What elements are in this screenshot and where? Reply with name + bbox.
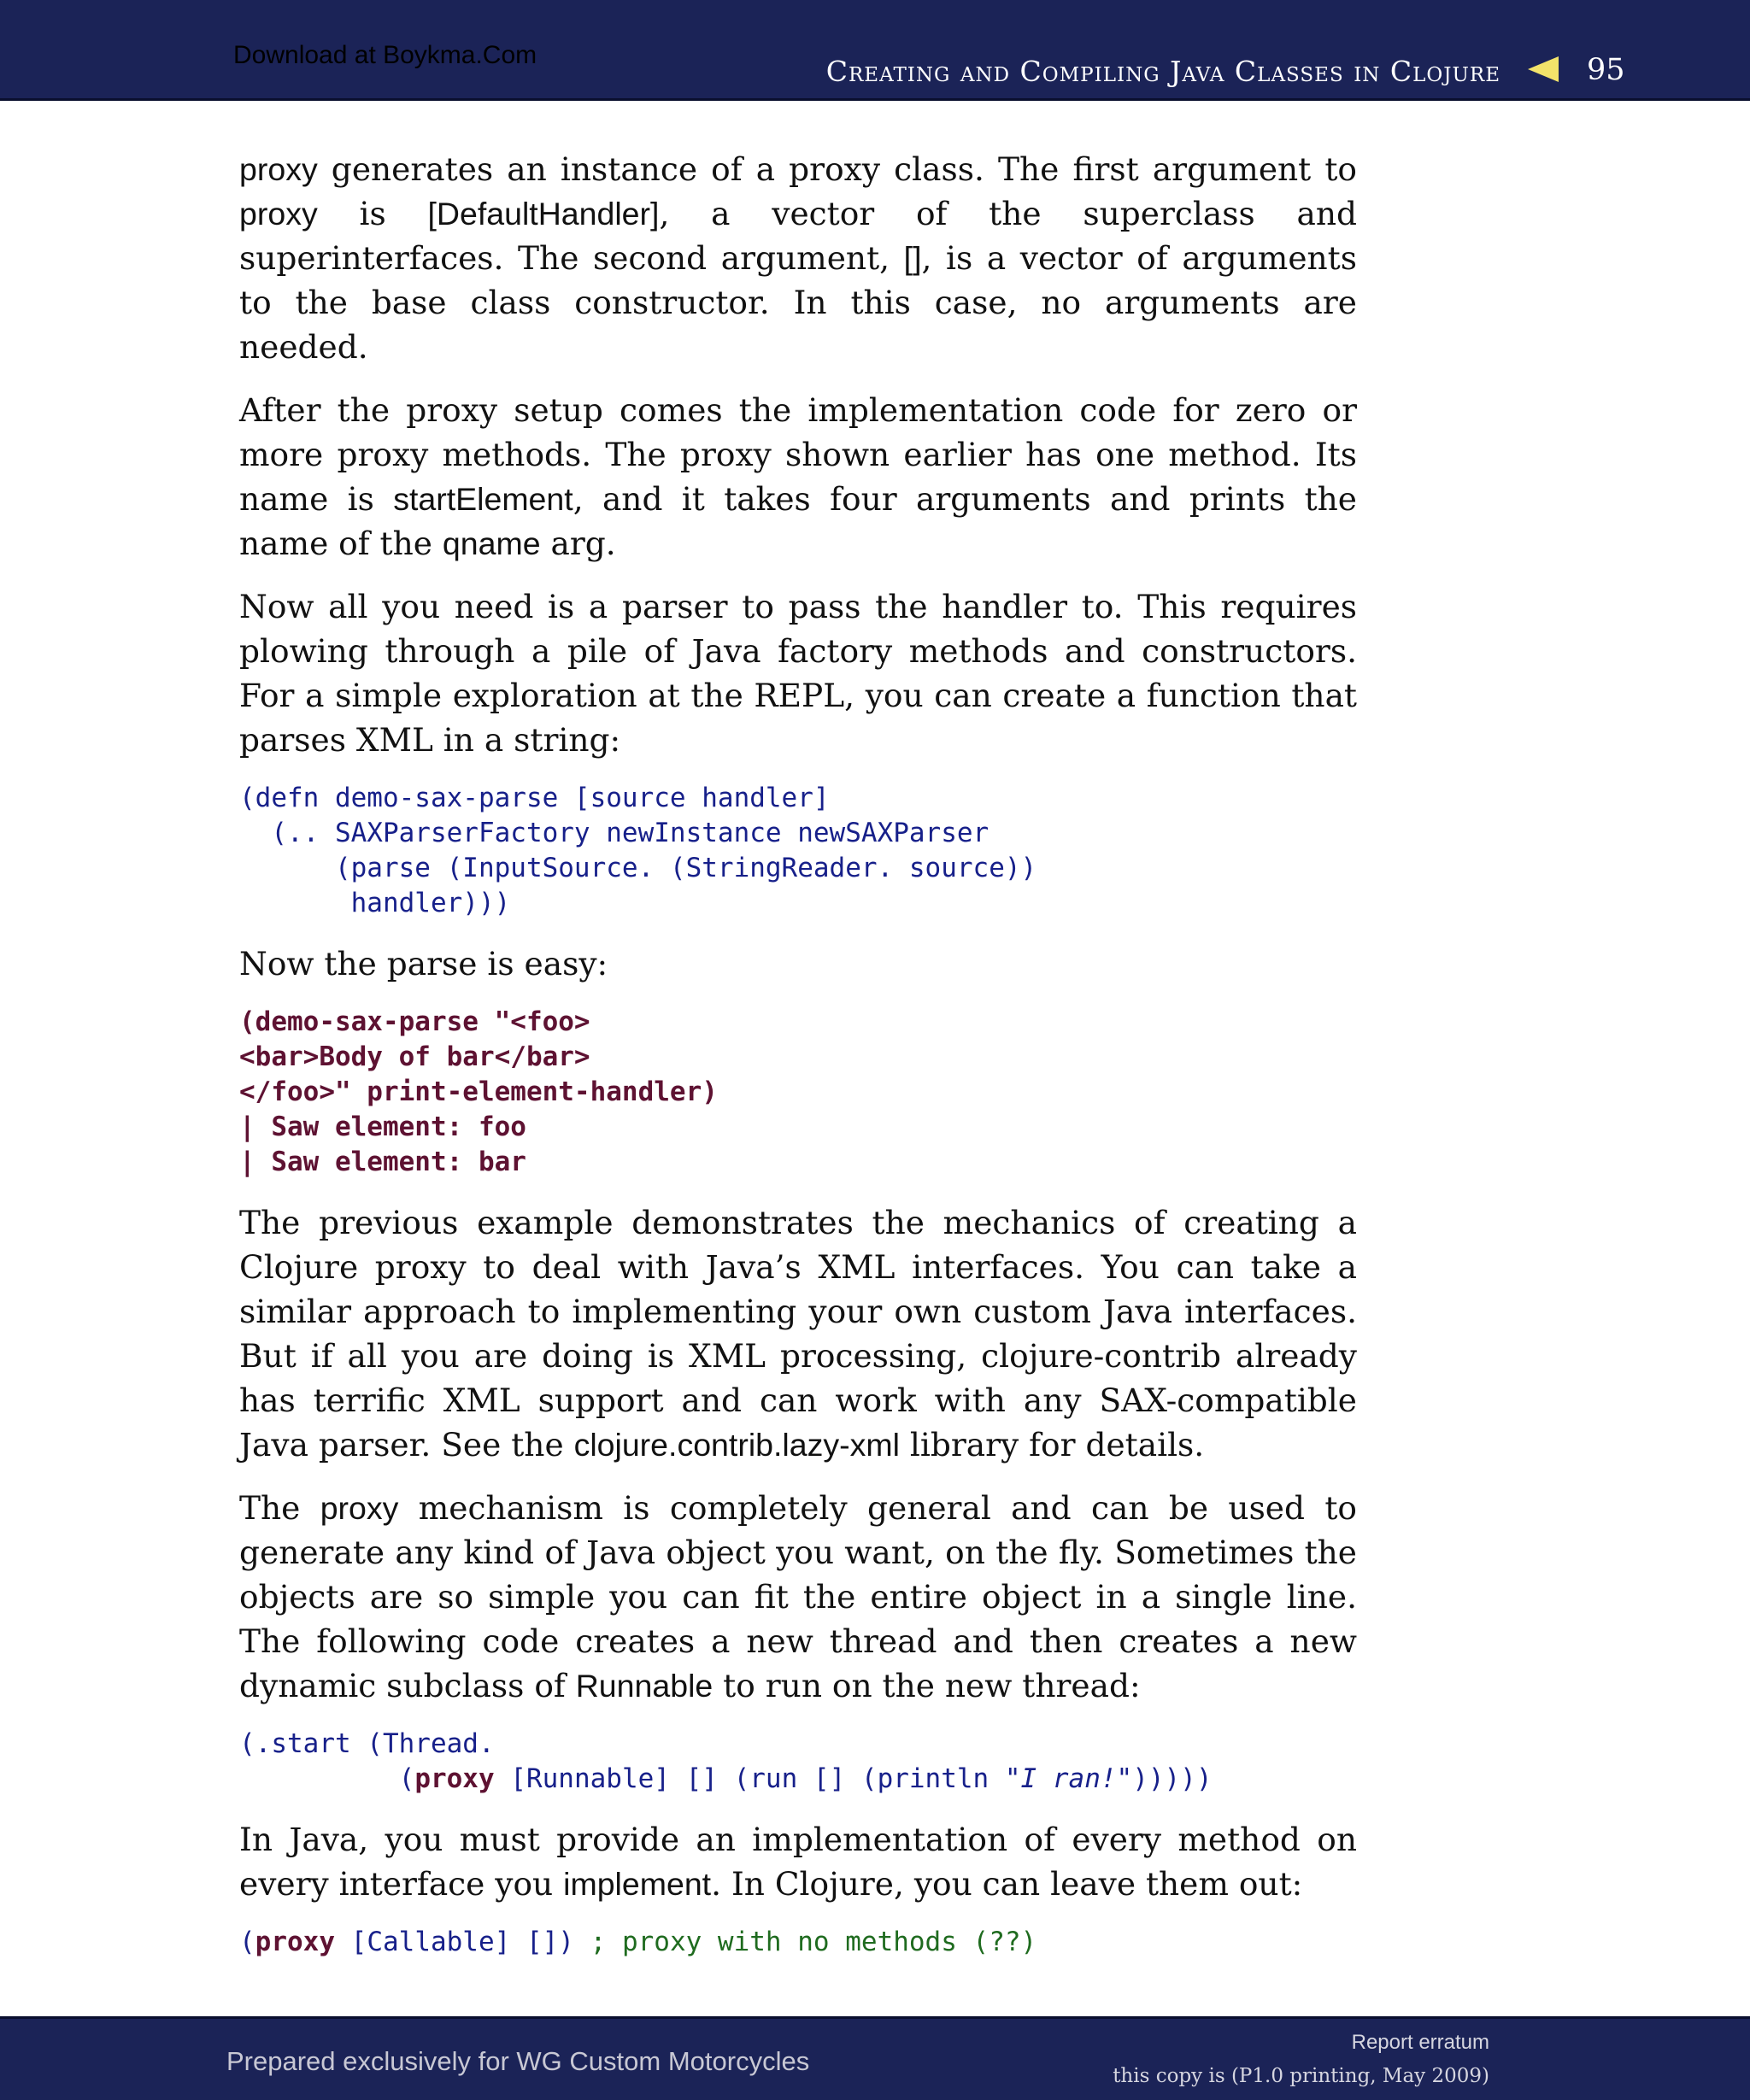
report-erratum-link[interactable]: Report erratum bbox=[1351, 2031, 1489, 2054]
code-line: handler))) bbox=[239, 888, 511, 918]
text-run: The bbox=[239, 1489, 320, 1527]
code-line: (.. SAXParserFactory newInstance newSAXParser bbox=[239, 818, 990, 848]
code-token: [Callable] []) bbox=[335, 1927, 590, 1957]
paragraph-parser: Now all you need is a parser to pass the handler to. This requires plowing through a pile of Java factory methods and constructors. For a simple exploration at the REPL, you can create a function that parses XML in a string: bbox=[239, 588, 1357, 759]
code-line: (.start (Thread. bbox=[239, 1728, 495, 1759]
page-content bbox=[239, 147, 1357, 1980]
code-keyword: proxy bbox=[255, 1927, 335, 1957]
inline-code: proxy bbox=[239, 151, 318, 187]
paragraph-java-interfaces bbox=[239, 1817, 1357, 1906]
text-run: is bbox=[317, 195, 428, 232]
inline-code: proxy bbox=[320, 1490, 399, 1526]
text-run: The previous example demonstrates the mechanics of creating a Clojure proxy to deal with Java’s XML interfaces. You can take a similar approach to implementing your own custom Java interfaces. But if all you are doing is XML processing, clojure-contrib already has terrific XML support and can work with any SAX-compatible Java parser. See the bbox=[239, 1204, 1357, 1464]
code-block-defn bbox=[239, 781, 1357, 921]
text-run: to run on the new thread: bbox=[713, 1667, 1141, 1704]
paragraph-xml-support bbox=[239, 1200, 1357, 1467]
inline-code: Runnable bbox=[575, 1668, 714, 1704]
code-token: ))))) bbox=[1132, 1763, 1213, 1794]
code-line: </foo>" print-element-handler) bbox=[239, 1076, 718, 1107]
code-line: | Saw element: bar bbox=[239, 1147, 526, 1177]
page-header bbox=[0, 0, 1750, 101]
page-footer bbox=[0, 2016, 1750, 2100]
download-watermark: Download at Boykma.Com bbox=[233, 41, 537, 69]
text-run: arg. bbox=[540, 525, 616, 562]
paragraph-proxy-methods bbox=[239, 388, 1357, 566]
inline-code: clojure.contrib.lazy-xml bbox=[573, 1427, 900, 1463]
code-block-callable bbox=[239, 1925, 1357, 1960]
inline-code: [DefaultHandler] bbox=[427, 196, 660, 232]
code-token: ( bbox=[239, 1927, 255, 1957]
paragraph-proxy-args bbox=[239, 147, 1357, 369]
previous-arrow-icon[interactable] bbox=[1528, 56, 1559, 82]
text-run: In Java, you must provide an implementation of every method on every interface you bbox=[239, 1821, 1357, 1903]
code-string: "I ran!" bbox=[1004, 1763, 1133, 1794]
paragraph-parse-easy: Now the parse is easy: bbox=[239, 945, 608, 983]
code-comment: ; proxy with no methods (??) bbox=[590, 1927, 1037, 1957]
inline-code: qname bbox=[442, 525, 541, 561]
text-run: mechanism is completely general and can be used to generate any kind of Java object you want, on the fly. Sometimes the objects are so simple you can fit the entire object in a single line. The following code creates a new thread and then creates a new dynamic subclass of bbox=[239, 1489, 1357, 1704]
code-block-repl bbox=[239, 1005, 1357, 1180]
paragraph-proxy-general bbox=[239, 1486, 1357, 1708]
inline-code: startElement bbox=[393, 481, 573, 517]
text-run: library for details. bbox=[899, 1426, 1205, 1464]
code-block-thread bbox=[239, 1727, 1357, 1797]
code-token: [Runnable] [] (run [] (println bbox=[494, 1763, 1005, 1794]
text-run: After the proxy setup comes the implementation code for zero or more proxy methods. The proxy shown earlier has one method. Its name is bbox=[239, 391, 1357, 518]
code-line: <bar>Body of bar</bar> bbox=[239, 1041, 590, 1072]
code-token: ( bbox=[239, 1763, 415, 1794]
text-run: . In Clojure, you can leave them out: bbox=[711, 1865, 1303, 1903]
inline-code: proxy bbox=[239, 196, 318, 232]
page-number: 95 bbox=[1587, 53, 1625, 87]
text-run: , is a vector of arguments to the base class constructor. In this case, no arguments are needed. bbox=[239, 239, 1357, 366]
code-line bbox=[239, 1762, 1357, 1797]
code-keyword: proxy bbox=[414, 1763, 495, 1794]
code-line: (defn demo-sax-parse [source handler] bbox=[239, 783, 830, 813]
text-run: , a vector of the superclass and superinterfaces. The second argument, bbox=[239, 195, 1357, 277]
prepared-for-text: Prepared exclusively for WG Custom Motorcycles bbox=[226, 2046, 810, 2076]
text-run: , and it takes four arguments and prints the name of the bbox=[239, 480, 1357, 562]
printing-info: this copy is (P1.0 printing, May 2009) bbox=[1113, 2065, 1489, 2087]
inline-code: [] bbox=[903, 240, 922, 276]
chapter-title: Creating and Compiling Java Classes in Clojure bbox=[825, 55, 1500, 88]
code-line: (demo-sax-parse "<foo> bbox=[239, 1006, 590, 1037]
code-line bbox=[239, 1925, 1357, 1960]
inline-code: implement bbox=[563, 1866, 712, 1902]
code-line: | Saw element: foo bbox=[239, 1112, 526, 1142]
code-line: (parse (InputSource. (StringReader. source)) bbox=[239, 853, 1037, 883]
text-run: generates an instance of a proxy class. The first argument to bbox=[317, 150, 1357, 188]
